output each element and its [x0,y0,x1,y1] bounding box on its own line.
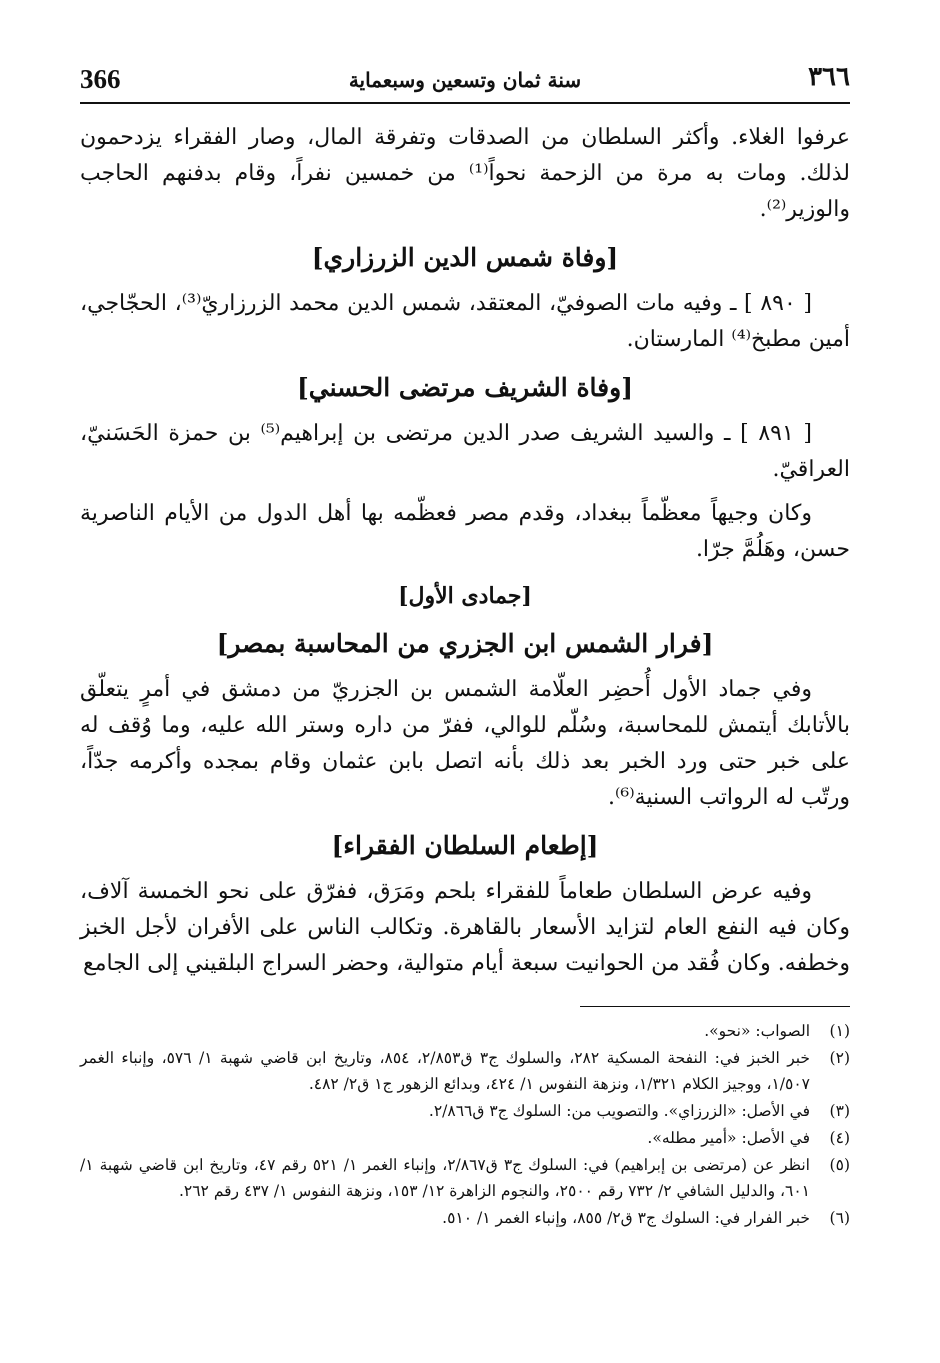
footnote-number: (٥) [829,1156,850,1174]
footnote-text: في الأصل: «الزرزاي». والتصويب من: السلوك ج٣ ق٢/٨٦٦. [428,1102,810,1120]
footnote-number: (١) [829,1022,850,1040]
footnote-text: خبر الفرار في: السلوك ج٣ ق٢/ ٨٥٥، وإنباء الغمر ١/ ٥١٠. [442,1209,810,1227]
footnote-text: الصواب: «نحو». [704,1022,810,1040]
footnote-number: (٦) [829,1209,850,1227]
footnote [80,1018,850,1044]
header-rule [80,102,850,104]
main-text [80,120,850,982]
heading-feeding-poor: [إطعام السلطان الفقراء] [331,831,599,860]
footnote [80,1045,850,1097]
heading-death-zarzari: [وفاة شمس الدين الزرزاري] [311,243,619,272]
paragraph-feeding-poor: وفيه عرض السلطان طعاماً للفقراء بلحم ومَرَق، ففرّق على نحو الخمسة آلاف، وكان فيه النفع العام لتزايد الأسعار بالقاهرة. وتكالب الناس على الأفران لأجل الخبز وخطفه. وكان فُقد من الحوانيت سبعة أيام متوالية، وحضر السراج البلقيني إلى الجامع [80,879,850,976]
entry-890: [ ٨٩٠ ] ـ وفيه مات الصوفيّ، المعتقد، شمس الدين محمد الزرزاريّ⁽³⁾، الحجّاجي، أمين مطبخ⁽⁴⁾ المارستان. [80,291,850,352]
footnote [80,1152,850,1204]
footnote-rule [580,1006,850,1007]
heading-jumada: [جمادى الأول] [398,583,532,609]
footnote-text: في الأصل: «أمير مطله». [647,1129,810,1147]
paragraph-escape-jazari: وفي جماد الأول أُحضِر العلّامة الشمس بن الجزريّ من دمشق في أمرٍ يتعلّق بالأتابك أيتمش للمحاسبة، وسُلّم للوالي، ففرّ من داره وستر الله عليه، وما وُقف له على خبر حتى ورد الخبر بعد ذلك بأنه اتصل بابن عثمان وقام بمجده وأكرمه جدّاً، ورتّب له الرواتب السنية⁽⁶⁾. [80,677,850,810]
footnote-number: (٤) [829,1129,850,1147]
footnote [80,1098,850,1124]
entry-891: [ ٨٩١ ] ـ والسيد الشريف صدر الدين مرتضى بن إبراهيم⁽⁵⁾ بن حمزة الحَسَنيّ، العراقيّ. [80,421,850,482]
footnote [80,1205,850,1231]
entry-891-continued: وكان وجيهاً معظّماً ببغداد، وقدم مصر فعظّمه بها أهل الدول من الأيام الناصرية حسن، وهَلُمَّ جرّا. [80,501,850,562]
footnote-text: خبر الخبز في: النفحة المسكية ٢٨٢، والسلوك ج٣ ق٢/٨٥٣، ٨٥٤، وتاريخ ابن قاضي شهبة ١/ ٥٧٦، وإنباء الغمر ١/٥٠٧، ووجيز الكلام ١/٣٢١، ونزهة النفوس ١/ ٤٢٤، وبدائع الزهور ج١ ق٢/ ٤٨٢. [80,1049,810,1093]
footnote-number: (٣) [829,1102,850,1120]
running-title: سنة ثمان وتسعين وسبعماية [348,68,582,92]
heading-escape-jazari: [فرار الشمس ابن الجزري من المحاسبة بمصر] [216,629,714,658]
heading-death-sharif: [وفاة الشريف مرتضى الحسني] [296,373,634,402]
page-header [80,60,850,100]
page-number-arabic: ٣٦٦ [808,62,850,92]
page-number-latin: 366 [80,64,121,94]
footnote-text: انظر عن (مرتضى بن إبراهيم) في: السلوك ج٣ ق٢/٨٦٧، وإنباء الغمر ١/ ٥٢١ رقم ٤٧، وتاريخ ابن قاضي شهبة ١/ ٦٠١، والدليل الشافي ٢/ ٧٣٢ رقم ٢٥٠٠، والنجوم الزاهرة ١٢/ ١٥٣، ونزهة النفوس ١/ ٤٣٧ رقم ٢٦٢. [80,1156,810,1200]
footnote [80,1125,850,1151]
paragraph-opening: عرفوا الغلاء. وأكثر السلطان من الصدقات وتفرقة المال، وصار الفقراء يزدحمون لذلك. ومات به مرة من الزحمة نحواً⁽¹⁾ من خمسين نفراً، وقام بدفنهم الحاجب والوزير⁽²⁾. [80,125,850,222]
footnote-number: (٢) [829,1049,850,1067]
footnotes [80,1018,850,1232]
